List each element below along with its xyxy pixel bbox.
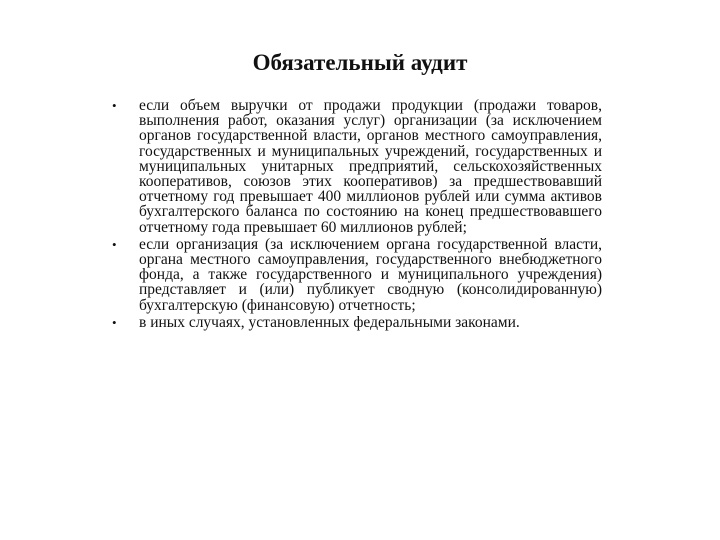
- bullet-list: [112, 98, 602, 332]
- bullet-item: [112, 98, 602, 235]
- bullet-text: если объем выручки от продажи продукции (продажи товаров, выполнения работ, оказания услуг) организации (за исключением органов государственной власти, органов местного самоуправления, государственных и муниципальных учреждений, государственных и муниципальных унитарных предприятий, сельскохозяйственных кооперативов, союзов этих кооперативов) за предшествовавший отчетному год превышает 400 миллионов рублей или сумма активов бухгалтерского баланса по состоянию на конец предшествовавшего отчетному года превышает 60 миллионов рублей;: [139, 97, 602, 236]
- bullet-icon: •: [112, 314, 117, 330]
- bullet-item: [112, 315, 602, 330]
- bullet-item: [112, 237, 602, 313]
- bullet-icon: •: [112, 98, 117, 113]
- bullet-text: если организация (за исключением органа государственной власти, органа местного самоуправления, государственного внебюджетного фонда, а также государственного и муниципального учреждения) представляет и (или) публикует сводную (консолидированную) бухгалтерскую (финансовую) отчетность;: [139, 235, 602, 314]
- slide-title: Обязательный аудит: [252, 50, 468, 75]
- bullet-text: в иных случаях, установленных федеральными законами.: [139, 313, 520, 331]
- bullet-icon: •: [112, 236, 117, 252]
